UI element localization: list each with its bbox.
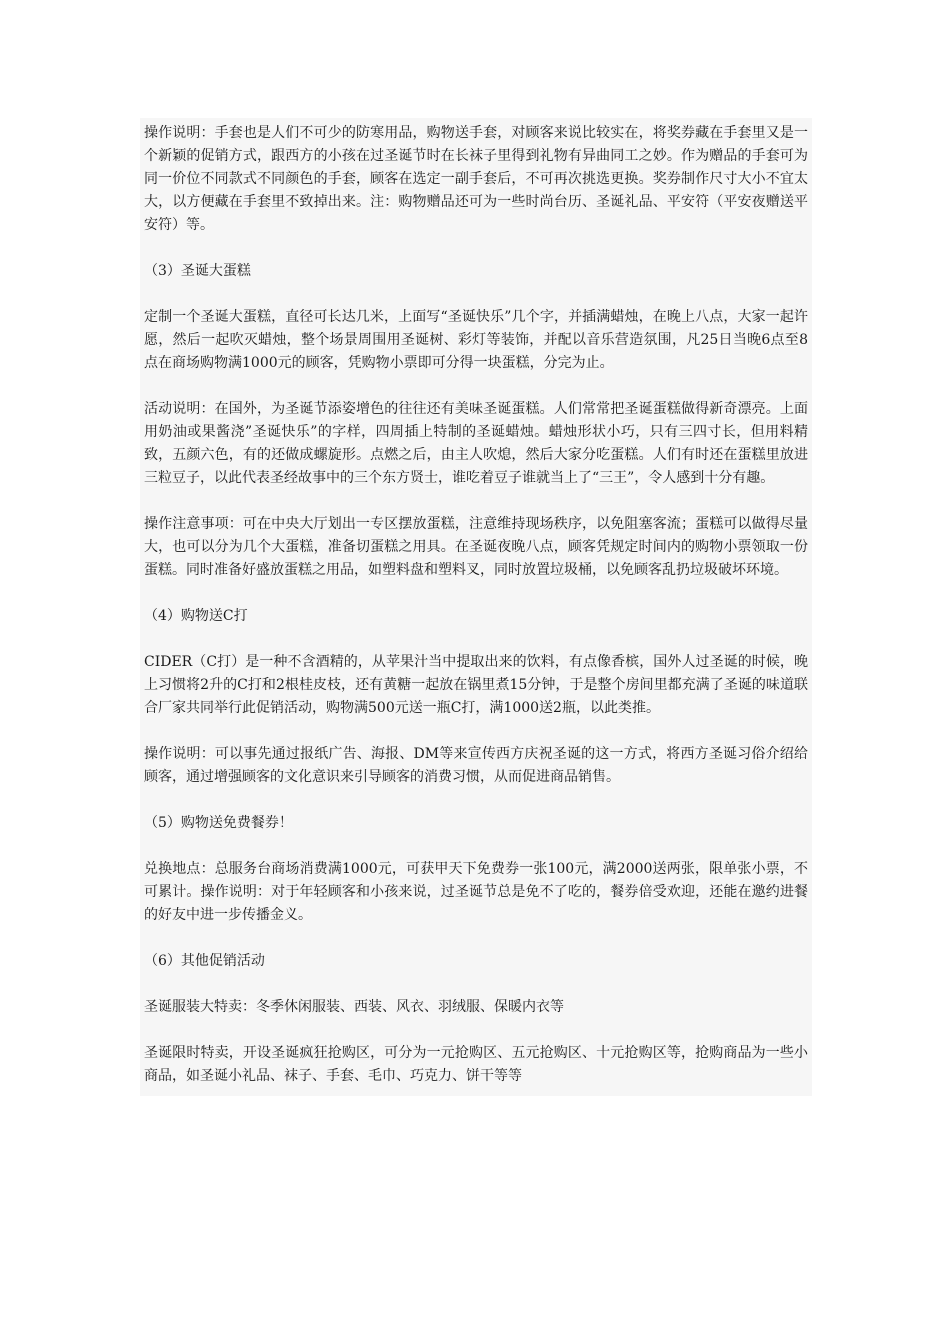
paragraph-meal-voucher: 兑换地点：总服务台商场消费满1000元，可获甲天下免费券一张100元，满2000送两张，限单张小票，不可累计。操作说明：对于年轻顾客和小孩来说，过圣诞节总是免不了吃的，餐券倍受欢迎，还能在邀约进餐的好友中进一步传播金义。 [144,861,808,923]
document-body [140,118,812,1096]
paragraph-cider-plan: CIDER（C打）是一种不含酒精的，从苹果汁当中提取出来的饮料，有点像香槟，国外人过圣诞的时候，晚上习惯将2升的C打和2根桂皮枝，还有黄糖一起放在锅里煮15分钟，于是整个房间里都充满了圣诞的味道联合厂家共同举行此促销活动，购物满500元送一瓶C打，满1000送2瓶，以此类推。 [144,654,808,716]
paragraph-flash-sale: 圣诞限时特卖，开设圣诞疯狂抢购区，可分为一元抢购区、五元抢购区、十元抢购区等，抢购商品为一些小商品，如圣诞小礼品、袜子、手套、毛巾、巧克力、饼干等等 [144,1045,808,1084]
paragraph-cake-plan: 定制一个圣诞大蛋糕，直径可长达几米，上面写“圣诞快乐”几个字，并插满蜡烛，在晚上八点，大家一起许愿，然后一起吹灭蜡烛，整个场景周围用圣诞树、彩灯等装饰，并配以音乐营造氛围，凡25日当晚6点至8点在商场购物满1000元的顾客，凭购物小票即可分得一块蛋糕，分完为止。 [144,309,808,371]
paragraph-clothing-sale: 圣诞服装大特卖：冬季休闲服装、西装、风衣、羽绒服、保暖内衣等 [144,999,564,1015]
section-heading-meal-voucher: （5）购物送免费餐券！ [144,815,293,831]
section-heading-cider: （4）购物送C打 [144,608,248,624]
paragraph-cider-notes: 操作说明：可以事先通过报纸广告、海报、DM等来宣传西方庆祝圣诞的这一方式，将西方圣诞习俗介绍给顾客，通过增强顾客的文化意识来引导顾客的消费习惯，从而促进商品销售。 [144,746,808,785]
paragraph-gloves-note: 操作说明：手套也是人们不可少的防寒用品，购物送手套，对顾客来说比较实在，将奖券藏在手套里又是一个新颖的促销方式，跟西方的小孩在过圣诞节时在长袜子里得到礼物有异曲同工之妙。作为赠品的手套可为同一价位不同款式不同颜色的手套，顾客在选定一副手套后，不可再次挑选更换。奖券制作尺寸大小不宜太大，以方便藏在手套里不致掉出来。注：购物赠品还可为一些时尚台历、圣诞礼品、平安符（平安夜赠送平安符）等。 [144,125,808,233]
section-heading-cake: （3）圣诞大蛋糕 [144,263,251,279]
paragraph-cake-notes: 操作注意事项：可在中央大厅划出一专区摆放蛋糕，注意维持现场秩序，以免阻塞客流；蛋糕可以做得尽量大，也可以分为几个大蛋糕，准备切蛋糕之用具。在圣诞夜晚八点，顾客凭规定时间内的购物小票领取一份蛋糕。同时准备好盛放蛋糕之用品，如塑料盘和塑料叉，同时放置垃圾桶，以免顾客乱扔垃圾破坏环境。 [144,516,808,578]
paragraph-cake-description: 活动说明：在国外，为圣诞节添姿增色的往往还有美味圣诞蛋糕。人们常常把圣诞蛋糕做得新奇漂亮。上面用奶油或果酱浇”圣诞快乐”的字样，四周插上特制的圣诞蜡烛。蜡烛形状小巧，只有三四寸长，但用料精致，五颜六色，有的还做成螺旋形。点燃之后，由主人吹熄，然后大家分吃蛋糕。人们有时还在蛋糕里放进三粒豆子，以此代表圣经故事中的三个东方贤士，谁吃着豆子谁就当上了“三王”，令人感到十分有趣。 [144,401,808,486]
section-heading-other-promotions: （6）其他促销活动 [144,953,265,969]
